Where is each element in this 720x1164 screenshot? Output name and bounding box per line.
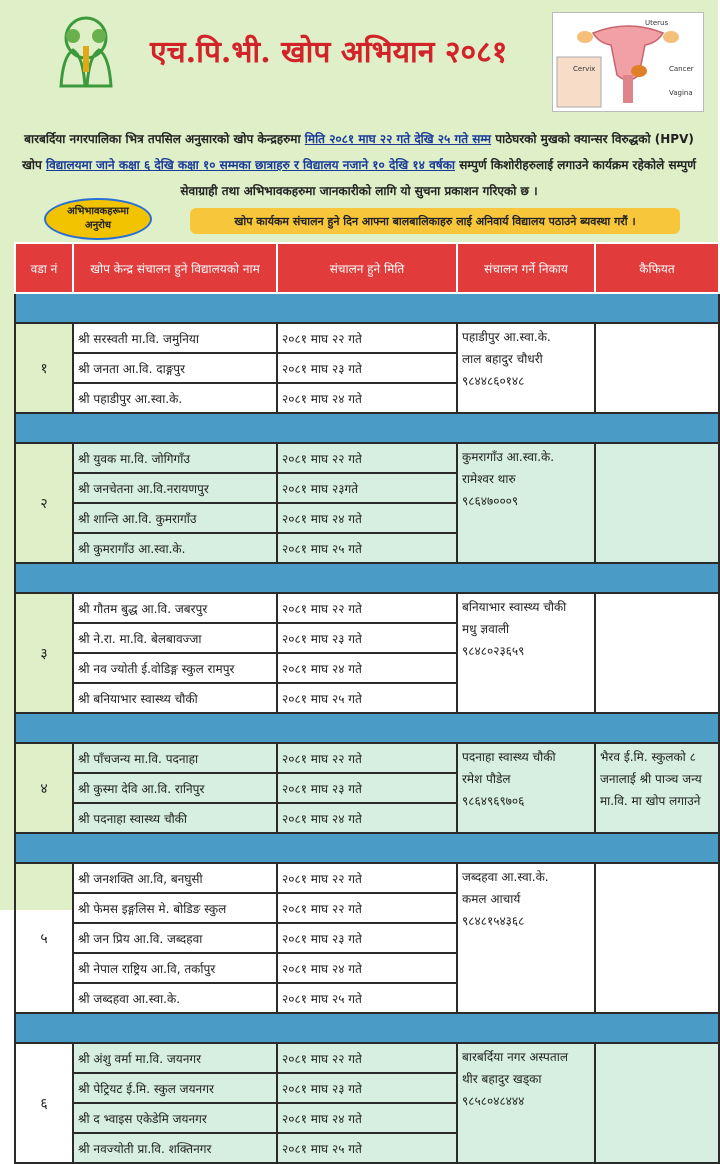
- notice-paragraph: [14, 126, 704, 204]
- agency-name: बनियाभार स्वास्थ्य चौकी: [462, 600, 567, 614]
- remark-cell: [595, 863, 719, 1013]
- date-cell: २०८१ माघ २४ गते: [277, 1103, 457, 1133]
- date-cell: २०८१ माघ २३ गते: [277, 1073, 457, 1103]
- school-cell: श्री पेट्रियट ई.मि. स्कुल जयनगर: [73, 1073, 277, 1103]
- school-cell: श्री गौतम बुद्ध आ.वि. जबरपुर: [73, 593, 277, 623]
- date-cell: २०८१ माघ २२ गते: [277, 893, 457, 923]
- table-row: [15, 323, 719, 353]
- school-cell: श्री जनशक्ति आ.वि, बनघुसी: [73, 863, 277, 893]
- separator-cell: [15, 293, 719, 323]
- agency-phone: ९८६४७०००९: [462, 494, 519, 508]
- table-row: [15, 593, 719, 623]
- guardian-badge-line2: अनुरोध: [84, 220, 112, 231]
- header-agency: संचालन गर्ने निकाय: [457, 243, 595, 293]
- date-cell: २०८१ माघ २४ गते: [277, 383, 457, 413]
- guardian-badge-line1: अभिभावकहरूमा: [67, 206, 129, 217]
- school-cell: श्री कुस्मा देवि आ.वि. रानिपुर: [73, 773, 277, 803]
- vaccination-schedule-table: [14, 242, 720, 1164]
- remark-cell: [595, 323, 719, 413]
- guardian-message: खोप कार्यकम संचालन हुने दिन आफ्ना बालबालिकाहरु लाई अनिवार्य विद्यालय पठाउने ब्यवस्था गरौं ।: [190, 208, 680, 234]
- cervix-label: Cervix: [573, 65, 596, 73]
- agency-phone: ९८४८०२३६५९: [462, 644, 525, 658]
- agency-cell: [457, 863, 595, 1013]
- date-cell: २०८१ माघ २५ गते: [277, 683, 457, 713]
- school-cell: श्री बनियाभार स्वास्थ्य चौकी: [73, 683, 277, 713]
- school-cell: श्री पदनाहा स्वास्थ्य चौकी: [73, 803, 277, 833]
- ward-number-cell: ५: [15, 863, 73, 1013]
- guardian-request-badge: [44, 198, 152, 240]
- separator-cell: [15, 713, 719, 743]
- ward-number-cell: ६: [15, 1043, 73, 1163]
- ward-number-cell: २: [15, 443, 73, 563]
- school-cell: श्री द भ्वाइस एकेडेमि जयनगर: [73, 1103, 277, 1133]
- separator-cell: [15, 563, 719, 593]
- agency-contact-person: कमल आचार्य: [462, 892, 521, 906]
- ward-number-cell: १: [15, 323, 73, 413]
- school-cell: श्री नेपाल राष्ट्रिय आ.वि, तर्कापुर: [73, 953, 277, 983]
- agency-phone: ९८४४८६०१४८: [462, 374, 525, 388]
- header-school: खोप केन्द्र संचालन हुने विद्यालयको नाम: [73, 243, 277, 293]
- school-cell: श्री जब्दहवा आ.स्वा.के.: [73, 983, 277, 1013]
- table-header-row: [15, 243, 719, 293]
- date-cell: २०८१ माघ २२ गते: [277, 443, 457, 473]
- date-cell: २०८१ माघ २२ गते: [277, 743, 457, 773]
- agency-contact-person: रामेश्वर थारु: [462, 472, 516, 486]
- ward-number-cell: ४: [15, 743, 73, 833]
- agency-cell: [457, 1043, 595, 1163]
- group-separator: [15, 293, 719, 323]
- school-cell: श्री जनचेतना आ.वि.नरायणपुर: [73, 473, 277, 503]
- date-cell: २०८१ माघ २३गते: [277, 473, 457, 503]
- date-cell: २०८१ माघ २३ गते: [277, 923, 457, 953]
- school-cell: श्री पहाडीपुर आ.स्वा.के.: [73, 383, 277, 413]
- notice-text: पाठेघरको मुखको क्यान्सर विरुद्धको (HPV) खोप: [22, 132, 694, 172]
- group-separator: [15, 563, 719, 593]
- date-cell: २०८१ माघ २३ गते: [277, 353, 457, 383]
- agency-contact-person: थीर बहादुर खड्का: [462, 1072, 542, 1086]
- school-cell: श्री युवक मा.वि. जोगिगाँउ: [73, 443, 277, 473]
- table-body: [15, 293, 719, 1163]
- agency-cell: [457, 443, 595, 563]
- notice-target-group: विद्यालयमा जाने कक्षा ६ देखि कक्षा १० सम्मका छात्राहरु र विद्यालय नजाने १० देखि १४ वर्षका: [46, 158, 456, 172]
- school-cell: श्री शान्ति आ.वि. कुमरागाँउ: [73, 503, 277, 533]
- agency-name: कुमरागाँउ आ.स्वा.के.: [462, 450, 555, 464]
- notice-text: बारबर्दिया नगरपालिका भित्र तपसिल अनुसारको खोप केन्द्रहरुमा: [24, 132, 305, 146]
- school-cell: श्री जनता आ.वि. दाङ्गपुर: [73, 353, 277, 383]
- school-cell: श्री पाँचजन्य मा.वि. पदनाहा: [73, 743, 277, 773]
- uterus-label: Uterus: [645, 19, 669, 27]
- group-separator: [15, 833, 719, 863]
- ward-number-cell: ३: [15, 593, 73, 713]
- agency-phone: ९८४८१५४३६८: [462, 914, 525, 928]
- date-cell: २०८१ माघ २५ गते: [277, 533, 457, 563]
- group-separator: [15, 1013, 719, 1043]
- date-cell: २०८१ माघ २२ गते: [277, 593, 457, 623]
- school-cell: श्री जन प्रिय आ.वि. जब्दहवा: [73, 923, 277, 953]
- page-title: एच.पि.भी. खोप अभियान २०८१: [150, 35, 508, 70]
- agency-cell: [457, 743, 595, 833]
- group-separator: [15, 713, 719, 743]
- agency-contact-person: मधु ज्ञवाली: [462, 622, 510, 636]
- table-row: [15, 1043, 719, 1073]
- table-row: [15, 743, 719, 773]
- remark-cell: भैरव ई.मि. स्कुलको ८ जनालाई श्री पाञ्च जन्य मा.वि. मा खोप लगाउने: [595, 743, 719, 833]
- notice-text: सम्पुर्ण किशोरीहरुलाई लगाउने कार्यक्रम रहेकोले सम्पुर्ण सेवाग्राही तथा अभिभावकहरुमा जानकारीको लागि यो सुचना प्रकाशन गरिएको छ ।: [180, 158, 696, 198]
- agency-name: जब्दहवा आ.स्वा.के.: [462, 870, 549, 884]
- table-row: [15, 443, 719, 473]
- notice-date-range: मिति २०८१ माघ २२ गते देखि २५ गते सम्म: [304, 132, 492, 146]
- header-date: संचालन हुने मिति: [277, 243, 457, 293]
- date-cell: २०८१ माघ २३ गते: [277, 623, 457, 653]
- cancer-label: Cancer: [669, 65, 694, 73]
- vagina-label: Vagina: [669, 89, 693, 97]
- remark-cell: [595, 593, 719, 713]
- children-logo-icon: [55, 16, 117, 96]
- school-cell: श्री फेमस इङ्गलिस मे. बोडिङ स्कुल: [73, 893, 277, 923]
- agency-name: पदनाहा स्वास्थ्य चौकी: [462, 750, 556, 764]
- uterus-illustration-icon: [552, 12, 704, 112]
- date-cell: २०८१ माघ २५ गते: [277, 1133, 457, 1163]
- remark-cell: [595, 1043, 719, 1163]
- school-cell: श्री सरस्वती मा.वि. जमुनिया: [73, 323, 277, 353]
- header-ward: वडा नं: [15, 243, 73, 293]
- date-cell: २०८१ माघ २२ गते: [277, 323, 457, 353]
- school-cell: श्री नवज्योती प्रा.वि. शक्तिनगर: [73, 1133, 277, 1163]
- date-cell: २०८१ माघ २४ गते: [277, 803, 457, 833]
- agency-name: पहाडीपुर आ.स्वा.के.: [462, 330, 551, 344]
- school-cell: श्री ने.रा. मा.वि. बेलबावज्जा: [73, 623, 277, 653]
- agency-contact-person: लाल बहादुर चौधरी: [462, 352, 543, 366]
- table-row: [15, 863, 719, 893]
- date-cell: २०८१ माघ २३ गते: [277, 773, 457, 803]
- school-cell: श्री नव ज्योती ई.वोडिङ्ग स्कुल रामपुर: [73, 653, 277, 683]
- group-separator: [15, 413, 719, 443]
- agency-name: बारबर्दिया नगर अस्पताल: [462, 1050, 568, 1064]
- agency-phone: ९८५८०४८४४४: [462, 1094, 525, 1108]
- date-cell: २०८१ माघ २४ गते: [277, 953, 457, 983]
- date-cell: २०८१ माघ २५ गते: [277, 983, 457, 1013]
- remark-cell: [595, 443, 719, 563]
- header-remark: कैफियत: [595, 243, 719, 293]
- agency-cell: [457, 593, 595, 713]
- school-cell: श्री अंशु वर्मा मा.वि. जयनगर: [73, 1043, 277, 1073]
- agency-cell: [457, 323, 595, 413]
- date-cell: २०८१ माघ २२ गते: [277, 1043, 457, 1073]
- header: [0, 0, 718, 120]
- date-cell: २०८१ माघ २२ गते: [277, 863, 457, 893]
- school-cell: श्री कुमरागाँउ आ.स्वा.के.: [73, 533, 277, 563]
- date-cell: २०८१ माघ २४ गते: [277, 503, 457, 533]
- agency-contact-person: रमेश पौडेल: [462, 772, 511, 786]
- separator-cell: [15, 1013, 719, 1043]
- separator-cell: [15, 413, 719, 443]
- separator-cell: [15, 833, 719, 863]
- agency-phone: ९८६४९६९७०६: [462, 794, 525, 808]
- date-cell: २०८१ माघ २४ गते: [277, 653, 457, 683]
